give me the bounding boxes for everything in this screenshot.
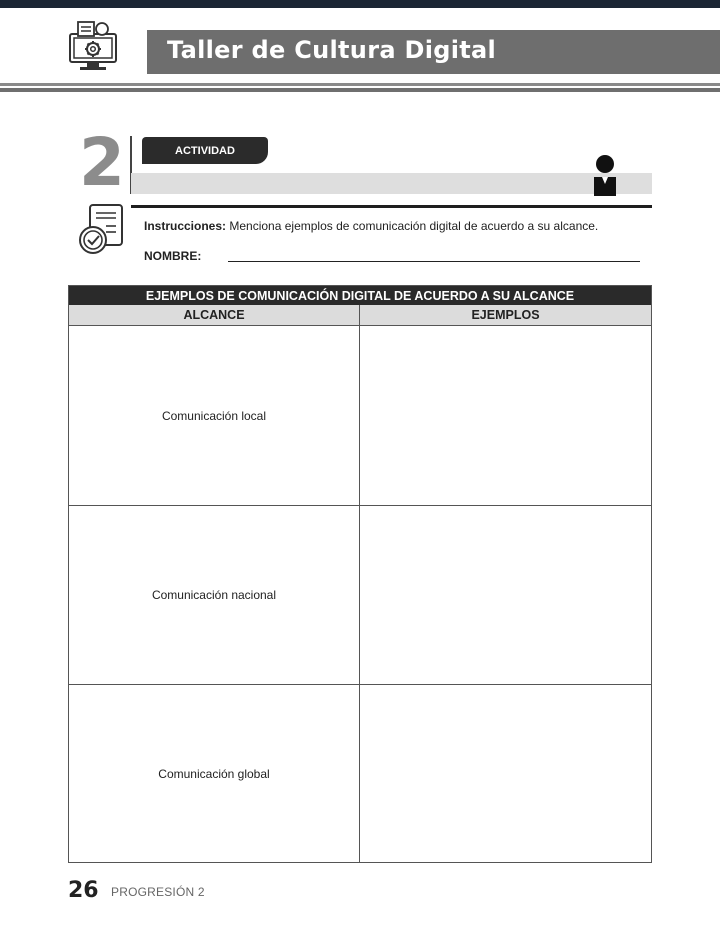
computer-settings-icon: [67, 20, 119, 72]
person-icon: [592, 154, 618, 196]
activity-number: 2: [79, 124, 125, 201]
activity-label: ACTIVIDAD: [142, 137, 268, 164]
checklist-document-icon: [76, 202, 126, 256]
name-label: NOMBRE:: [144, 249, 202, 263]
page-title: Taller de Cultura Digital: [167, 36, 497, 64]
row-examples-local[interactable]: [360, 326, 651, 505]
column-header-ejemplos: EJEMPLOS: [360, 305, 651, 326]
footer-section: PROGRESIÓN 2: [111, 885, 205, 899]
instructions: [144, 219, 598, 233]
row-examples-nacional[interactable]: [360, 506, 651, 684]
examples-table: [68, 285, 652, 863]
activity-rule: [131, 205, 652, 208]
table-title: EJEMPLOS DE COMUNICACIÓN DIGITAL DE ACUERDO A SU ALCANCE: [69, 286, 651, 305]
row-label-global: Comunicación global: [158, 766, 270, 781]
name-field[interactable]: [228, 261, 640, 262]
top-bar: [0, 0, 720, 8]
row-examples-global[interactable]: [360, 685, 651, 862]
header-divider-thick: [0, 88, 720, 92]
instructions-label: Instrucciones:: [144, 219, 227, 233]
row-label-nacional: Comunicación nacional: [151, 588, 277, 602]
activity-band: [131, 173, 652, 194]
column-header-alcance: ALCANCE: [69, 305, 360, 326]
row-label-local: Comunicación local: [161, 408, 267, 423]
page-number: 26: [68, 878, 99, 903]
title-band: [147, 30, 720, 74]
header-divider: [0, 83, 720, 86]
instructions-text: Menciona ejemplos de comunicación digital de acuerdo a su alcance.: [226, 219, 599, 233]
